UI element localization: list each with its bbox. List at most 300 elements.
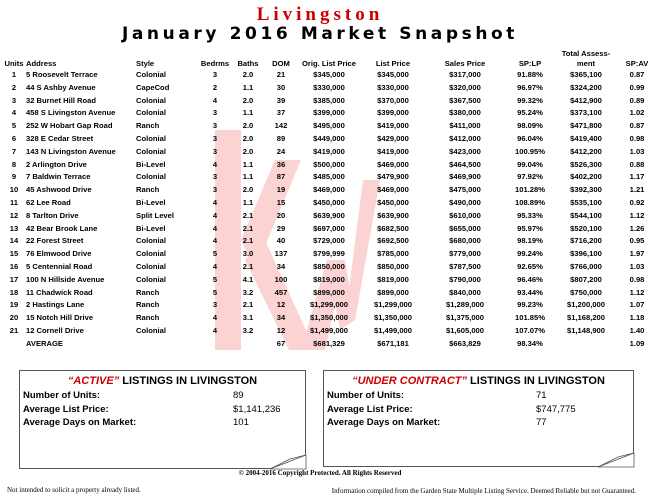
table-row: [2, 274, 658, 287]
table-cell: 1.18: [629, 313, 645, 323]
table-cell: 1.02: [629, 108, 645, 118]
table-cell: 12: [276, 300, 286, 310]
under-contract-listings-box: [323, 370, 634, 467]
table-cell: $526,300: [570, 159, 602, 169]
table-cell: 1.1: [242, 108, 254, 118]
table-cell: $469,000: [377, 159, 409, 169]
table-row: [2, 210, 658, 223]
table-cell: 1.26: [629, 223, 645, 233]
table-cell: 2 Hastings Lane: [26, 300, 85, 310]
table-cell: 458 S Livingston Avenue: [26, 108, 116, 118]
table-cell: $850,000: [377, 261, 409, 271]
table-cell: $639,900: [313, 210, 345, 220]
under-contract-label: “UNDER CONTRACT”: [352, 375, 467, 387]
table-cell: 13: [9, 223, 19, 233]
table-cell: 3: [212, 146, 218, 156]
table-cell: $1,289,000: [445, 300, 484, 310]
table-cell: $663,829: [449, 338, 481, 348]
table-cell: $330,000: [377, 82, 409, 92]
table-cell: 1.03: [629, 261, 645, 271]
table-cell: $729,000: [313, 236, 345, 246]
table-cell: Colonial: [136, 274, 166, 284]
table-cell: 39: [276, 95, 286, 105]
table-cell: $1,299,000: [309, 300, 348, 310]
table-cell: 95.33%: [517, 210, 543, 220]
table-cell: 1.12: [629, 287, 645, 297]
table-cell: 98.19%: [517, 236, 543, 246]
table-cell: 29: [276, 223, 286, 233]
table-cell: 4: [212, 159, 218, 169]
contract-box-title: [324, 375, 633, 387]
table-cell: $412,900: [570, 95, 602, 105]
table-cell: 100 N Hillside Avenue: [26, 274, 105, 284]
table-cell: 3.2: [242, 325, 254, 335]
table-cell: 34: [276, 261, 286, 271]
table-cell: $682,500: [377, 223, 409, 233]
table-cell: 1.1: [242, 159, 254, 169]
table-cell: $1,499,000: [373, 325, 412, 335]
table-cell: 137: [274, 249, 288, 259]
table-cell: 99.23%: [517, 300, 543, 310]
table-cell: 36: [276, 159, 286, 169]
table-cell: 2.1: [242, 236, 254, 246]
table-cell: 98.34%: [517, 338, 543, 348]
table-cell: $544,100: [570, 210, 602, 220]
table-cell: 4: [212, 95, 218, 105]
table-cell: Colonial: [136, 146, 166, 156]
table-cell: $365,100: [570, 70, 602, 79]
table-cell: $469,900: [449, 172, 481, 182]
table-cell: $697,000: [313, 223, 345, 233]
table-cell: AVERAGE: [26, 338, 63, 348]
table-cell: 2.0: [242, 133, 254, 143]
table-cell: $766,000: [570, 261, 602, 271]
table-cell: 2.1: [242, 223, 254, 233]
solicitation-disclaimer: Not intended to solicit a property already listed.: [7, 486, 141, 494]
table-cell: 98.09%: [517, 121, 543, 131]
table-cell: 2.0: [242, 146, 254, 156]
table-cell: 100.95%: [515, 146, 545, 156]
table-row: [2, 107, 658, 120]
table-cell: 44 S Ashby Avenue: [26, 82, 96, 92]
column-header: Style: [136, 59, 155, 68]
column-header: Address: [26, 59, 57, 68]
table-cell: 5: [212, 287, 218, 297]
table-cell: 93.44%: [517, 287, 543, 297]
table-cell: 0.87: [629, 70, 645, 79]
table-cell: 40: [276, 236, 286, 246]
table-cell: $535,100: [570, 197, 602, 207]
table-cell: 3: [212, 133, 218, 143]
table-cell: 3.2: [242, 287, 254, 297]
table-cell: 100: [274, 274, 288, 284]
table-cell: 3: [11, 95, 17, 105]
table-cell: Colonial: [136, 70, 166, 79]
table-cell: $840,000: [449, 287, 481, 297]
table-cell: 3: [212, 300, 218, 310]
table-cell: $716,200: [570, 236, 602, 246]
table-cell: 8: [11, 159, 17, 169]
table-cell: 1.1: [242, 82, 254, 92]
table-row: [2, 223, 658, 236]
page-curl-icon: [270, 455, 306, 469]
table-row: [2, 146, 658, 159]
contract-title-rest: LISTINGS IN LIVINGSTON: [466, 375, 605, 387]
table-cell: 16: [9, 261, 19, 271]
table-row: [2, 184, 658, 197]
table-cell: 1.03: [629, 146, 645, 156]
table-cell: Colonial: [136, 249, 166, 259]
active-price-value: $1,141,236: [233, 403, 281, 415]
table-cell: 3: [212, 172, 218, 182]
table-cell: 142: [274, 121, 288, 131]
table-cell: 5: [212, 249, 218, 259]
table-cell: 4: [212, 210, 218, 220]
table-cell: $1,350,000: [309, 313, 348, 323]
table-cell: 0.98: [629, 133, 645, 143]
table-cell: 2 Arlington Drive: [26, 159, 87, 169]
table-cell: $1,375,000: [445, 313, 484, 323]
table-cell: $680,000: [449, 236, 481, 246]
table-cell: $324,200: [570, 82, 602, 92]
table-cell: 34: [276, 313, 286, 323]
table-cell: $495,000: [313, 121, 345, 131]
table-cell: 96.46%: [517, 274, 543, 284]
table-cell: Colonial: [136, 172, 166, 182]
table-cell: 0.95: [629, 236, 645, 246]
table-cell: 2: [212, 82, 218, 92]
column-header: DOM: [272, 59, 290, 68]
table-cell: $790,000: [449, 274, 481, 284]
average-row: [2, 338, 658, 351]
table-cell: Ranch: [136, 300, 160, 310]
table-cell: $500,000: [313, 159, 345, 169]
table-cell: $692,500: [377, 236, 409, 246]
table-cell: $520,100: [570, 223, 602, 233]
table-cell: Split Level: [136, 210, 174, 220]
table-cell: 0.92: [629, 197, 645, 207]
table-cell: 2.0: [242, 121, 254, 131]
contract-dom-label: Average Days on Market:: [327, 417, 441, 428]
table-cell: Ranch: [136, 287, 160, 297]
table-cell: $373,100: [570, 108, 602, 118]
table-cell: $412,200: [570, 146, 602, 156]
table-cell: $819,000: [377, 274, 409, 284]
table-cell: $419,000: [313, 146, 345, 156]
table-cell: 30: [276, 82, 286, 92]
contract-price-value: $747,775: [536, 403, 576, 415]
column-header: Total Assess-ment: [561, 49, 611, 68]
table-cell: $1,299,000: [373, 300, 412, 310]
table-cell: 1.21: [629, 185, 645, 195]
table-cell: $779,000: [449, 249, 481, 259]
active-dom-label: Average Days on Market:: [23, 417, 137, 428]
table-cell: $799,999: [313, 249, 345, 259]
table-cell: 2.0: [242, 70, 254, 79]
table-cell: $449,000: [313, 133, 345, 143]
table-cell: $899,000: [313, 287, 345, 297]
table-cell: 3: [212, 70, 218, 79]
table-cell: $807,200: [570, 274, 602, 284]
table-cell: 3.0: [242, 249, 254, 259]
table-cell: 76 Elmwood Drive: [26, 249, 92, 259]
table-cell: $475,000: [449, 185, 481, 195]
table-cell: 6: [11, 133, 17, 143]
table-row: [2, 235, 658, 248]
table-cell: 4: [212, 261, 218, 271]
table-cell: 19: [9, 300, 19, 310]
active-title-rest: LISTINGS IN LIVINGSTON: [119, 375, 258, 387]
table-cell: $320,000: [449, 82, 481, 92]
table-cell: $399,000: [313, 108, 345, 118]
table-cell: 108.89%: [515, 197, 545, 207]
table-cell: $392,300: [570, 185, 602, 195]
table-header-row: [2, 44, 658, 69]
table-cell: $396,100: [570, 249, 602, 259]
table-cell: Colonial: [136, 95, 166, 105]
table-cell: 99.24%: [517, 249, 543, 259]
table-cell: $412,000: [449, 133, 481, 143]
table-cell: 3: [212, 108, 218, 118]
table-cell: $423,000: [449, 146, 481, 156]
table-cell: 457: [274, 287, 288, 297]
column-header: SP:AV: [625, 59, 649, 68]
active-units-value: 89: [233, 390, 244, 401]
table-cell: 143 N Livingston Avenue: [26, 146, 116, 156]
table-cell: 91.88%: [517, 70, 543, 79]
table-cell: 4: [212, 325, 218, 335]
table-row: [2, 120, 658, 133]
table-cell: CapeCod: [136, 82, 170, 92]
table-cell: 5: [11, 121, 17, 131]
data-source-note: Information compiled from the Garden State Multiple Listing Service. Deemed Reliable but not Guaranteed.: [331, 487, 636, 495]
table-cell: 101.28%: [515, 185, 545, 195]
table-cell: 1.1: [242, 172, 254, 182]
table-cell: $610,000: [449, 210, 481, 220]
table-cell: $1,168,200: [566, 313, 605, 323]
table-cell: $639,900: [377, 210, 409, 220]
active-listings-box: [19, 370, 306, 469]
table-cell: 12: [276, 325, 286, 335]
table-cell: 0.99: [629, 82, 645, 92]
table-cell: Ranch: [136, 121, 160, 131]
table-row: [2, 82, 658, 95]
table-cell: 11 Chadwick Road: [26, 287, 93, 297]
contract-units-label: Number of Units:: [327, 390, 405, 401]
table-cell: 99.32%: [517, 95, 543, 105]
table-row: [2, 312, 658, 325]
table-cell: $345,000: [313, 70, 345, 79]
table-cell: $1,605,000: [445, 325, 484, 335]
table-cell: 1.97: [629, 249, 645, 259]
table-cell: 1.40: [629, 325, 645, 335]
table-cell: 1.09: [629, 338, 645, 348]
table-cell: $671,181: [377, 338, 409, 348]
table-cell: 1.17: [629, 172, 645, 182]
table-cell: $681,329: [313, 338, 345, 348]
table-cell: [136, 338, 198, 351]
table-cell: 18: [9, 287, 19, 297]
table-cell: 3.1: [242, 313, 254, 323]
table-cell: $899,000: [377, 287, 409, 297]
table-cell: 37: [276, 108, 286, 118]
table-cell: 12 Cornell Drive: [26, 325, 84, 335]
table-row: [2, 171, 658, 184]
table-cell: 89: [276, 133, 286, 143]
table-cell: $380,000: [449, 108, 481, 118]
table-cell: $330,000: [313, 82, 345, 92]
table-cell: 20: [276, 210, 286, 220]
city-title: Livingston: [256, 4, 384, 25]
table-row: [2, 287, 658, 300]
table-cell: 19: [276, 185, 286, 195]
table-cell: $450,000: [377, 197, 409, 207]
active-price-label: Average List Price:: [23, 403, 109, 415]
table-cell: $402,200: [570, 172, 602, 182]
table-cell: 2.0: [242, 185, 254, 195]
table-cell: 0.87: [629, 121, 645, 131]
table-cell: Colonial: [136, 108, 166, 118]
table-cell: 3: [212, 121, 218, 131]
table-cell: 32 Burnet Hill Road: [26, 95, 97, 105]
table-cell: $367,500: [449, 95, 481, 105]
table-cell: 67: [276, 338, 286, 348]
table-cell: 99.04%: [517, 159, 543, 169]
table-cell: 5 Centennial Road: [26, 261, 93, 271]
table-cell: $464,500: [449, 159, 481, 169]
column-header: Orig. List Price: [301, 59, 357, 68]
table-cell: $419,400: [570, 133, 602, 143]
table-cell: 12: [9, 210, 19, 220]
column-header: List Price: [375, 59, 411, 68]
active-dom-value: 101: [233, 417, 249, 428]
table-cell: 87: [276, 172, 286, 182]
table-cell: Colonial: [136, 261, 166, 271]
table-row: [2, 299, 658, 312]
table-cell: 2.1: [242, 300, 254, 310]
column-header: Sales Price: [444, 59, 486, 68]
table-cell: $370,000: [377, 95, 409, 105]
active-units-label: Number of Units:: [23, 390, 101, 401]
table-cell: 11: [9, 197, 19, 207]
active-box-title: [20, 375, 305, 387]
table-cell: $469,000: [313, 185, 345, 195]
table-row: [2, 248, 658, 261]
table-cell: $1,200,000: [566, 300, 605, 310]
table-cell: 15: [9, 249, 19, 259]
table-cell: 14: [9, 236, 19, 246]
table-row: [2, 133, 658, 146]
table-cell: 1.12: [629, 210, 645, 220]
contract-units-value: 71: [536, 390, 547, 401]
table-cell: 24: [276, 146, 286, 156]
table-cell: 328 E Cedar Street: [26, 133, 94, 143]
table-cell: $1,499,000: [309, 325, 348, 335]
table-row: [2, 95, 658, 108]
table-cell: 2: [11, 82, 17, 92]
table-cell: 0.98: [629, 274, 645, 284]
table-cell: $1,148,900: [566, 325, 605, 335]
table-cell: 101.85%: [515, 313, 545, 323]
table-cell: 62 Lee Road: [26, 197, 71, 207]
table-cell: 4.1: [242, 274, 254, 284]
table-cell: 4: [212, 313, 218, 323]
table-cell: $655,000: [449, 223, 481, 233]
listings-table: [2, 44, 658, 351]
table-cell: 22 Forest Street: [26, 236, 84, 246]
column-header: Units: [4, 59, 24, 68]
table-cell: $399,000: [377, 108, 409, 118]
table-cell: 4: [212, 236, 218, 246]
table-cell: $450,000: [313, 197, 345, 207]
table-cell: 7 Baldwin Terrace: [26, 172, 91, 182]
table-cell: [556, 338, 616, 351]
table-cell: 96.04%: [517, 133, 543, 143]
table-cell: 4: [212, 223, 218, 233]
table-cell: $750,000: [570, 287, 602, 297]
table-cell: Bi-Level: [136, 197, 166, 207]
table-cell: 2.1: [242, 210, 254, 220]
table-cell: 10: [9, 185, 19, 195]
table-row: [2, 197, 658, 210]
table-cell: $787,500: [449, 261, 481, 271]
table-cell: 21: [276, 70, 286, 79]
table-cell: $471,800: [570, 121, 602, 131]
table-cell: 92.65%: [517, 261, 543, 271]
table-cell: $485,000: [313, 172, 345, 182]
table-cell: $490,000: [449, 197, 481, 207]
table-cell: 4: [212, 197, 218, 207]
table-cell: 0.89: [629, 95, 645, 105]
table-cell: 1.07: [629, 300, 645, 310]
table-cell: 9: [11, 172, 17, 182]
table-cell: Colonial: [136, 325, 166, 335]
table-cell: 5: [212, 274, 218, 284]
table-cell: $469,000: [377, 185, 409, 195]
table-row: [2, 159, 658, 172]
table-cell: 4: [11, 108, 17, 118]
contract-price-label: Average List Price:: [327, 403, 413, 415]
column-header: Baths: [237, 59, 259, 68]
table-cell: Colonial: [136, 133, 166, 143]
table-cell: $419,000: [377, 146, 409, 156]
table-cell: 5 Roosevelt Terrace: [26, 70, 98, 79]
table-cell: 45 Ashwood Drive: [26, 185, 92, 195]
active-label: “ACTIVE”: [67, 375, 120, 387]
table-cell: [2, 338, 26, 351]
report-subtitle: January 2016 Market Snapshot: [121, 24, 519, 44]
table-row: [2, 261, 658, 274]
table-cell: [198, 338, 232, 351]
table-cell: 3: [212, 185, 218, 195]
table-cell: $819,000: [313, 274, 345, 284]
table-cell: Bi-Level: [136, 159, 166, 169]
copyright-notice: © 2004-2016 Copyright Protected. All Rights Reserved: [238, 469, 402, 477]
table-cell: $785,000: [377, 249, 409, 259]
table-cell: $419,000: [377, 121, 409, 131]
table-cell: $429,000: [377, 133, 409, 143]
table-cell: Colonial: [136, 236, 166, 246]
table-cell: 17: [9, 274, 19, 284]
column-header: Bedrms: [200, 59, 230, 68]
table-cell: $411,000: [449, 121, 481, 131]
table-cell: $345,000: [377, 70, 409, 79]
table-cell: 107.07%: [515, 325, 545, 335]
table-cell: [232, 338, 264, 351]
table-cell: $317,000: [449, 70, 481, 79]
table-cell: $385,000: [313, 95, 345, 105]
table-cell: $479,900: [377, 172, 409, 182]
